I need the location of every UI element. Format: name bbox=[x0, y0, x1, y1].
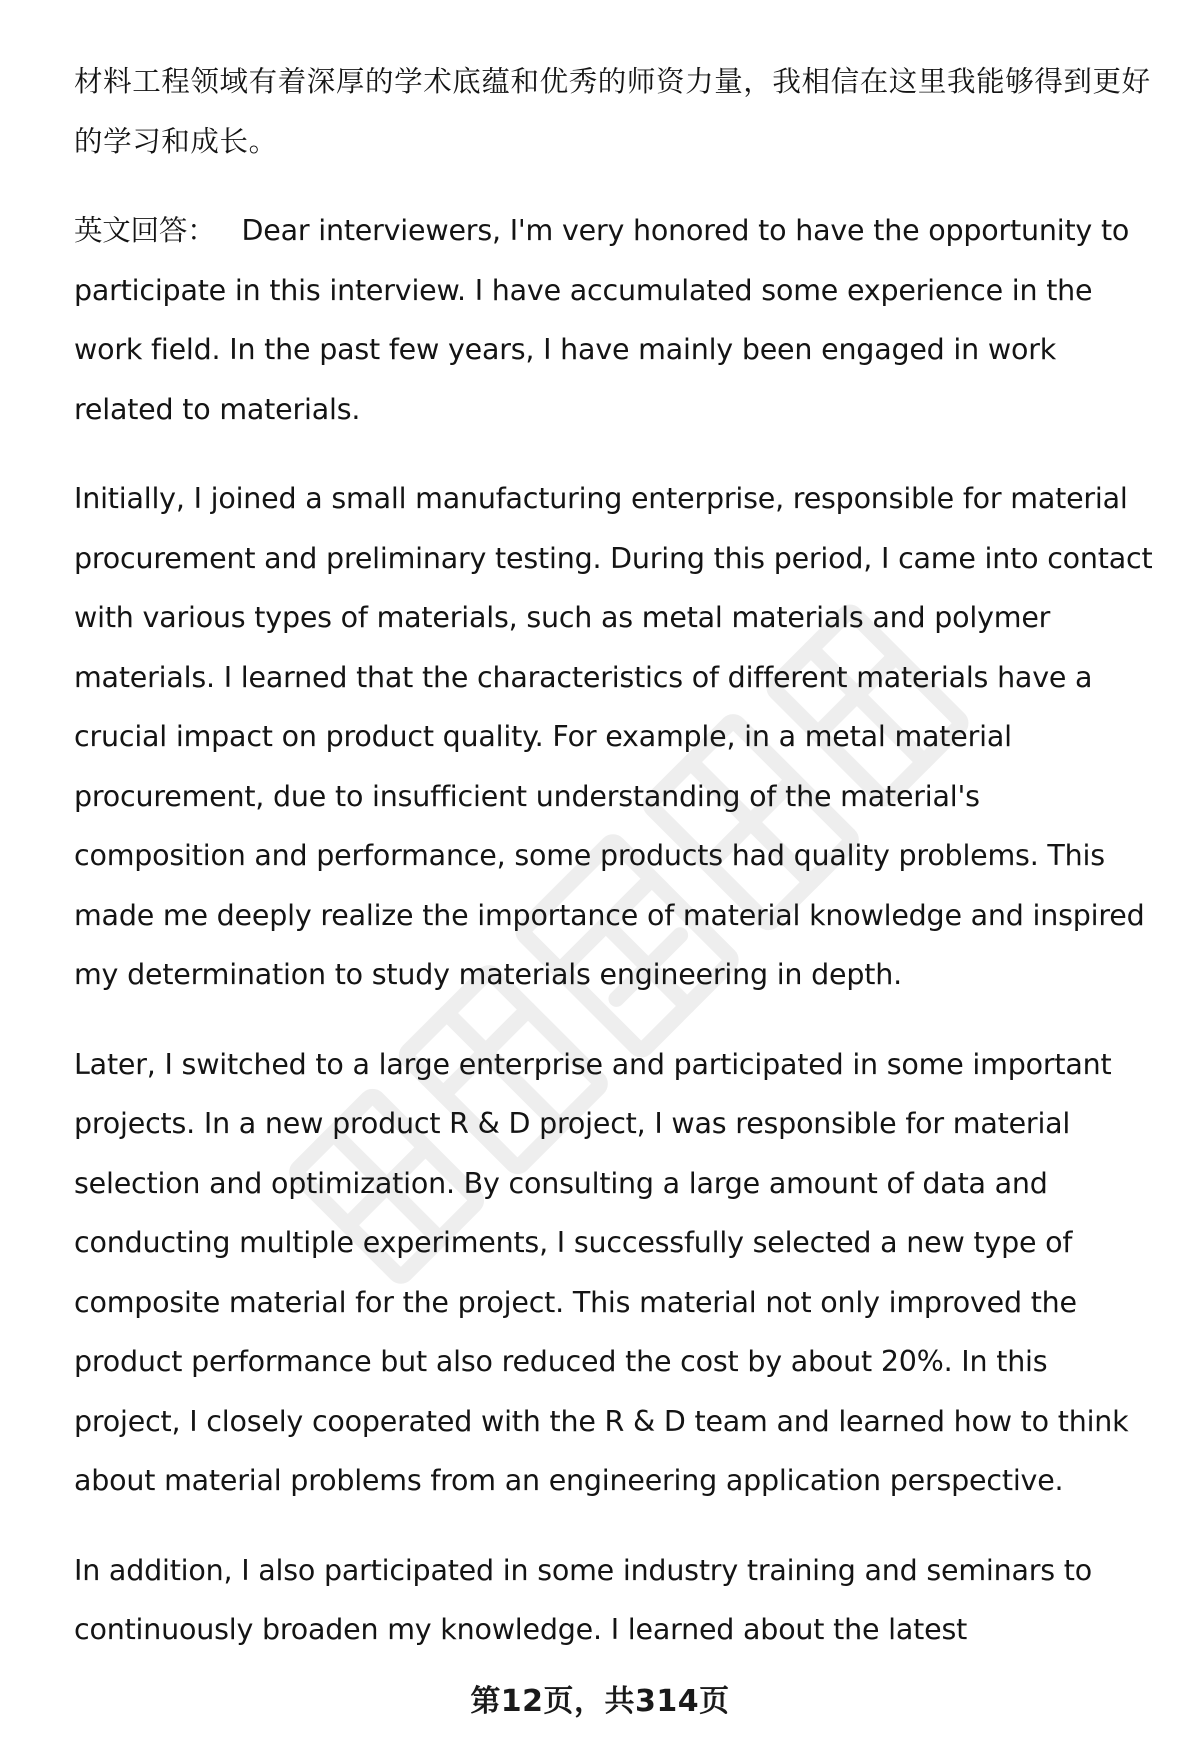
page-number-footer: 第12页，共314页 bbox=[470, 1684, 730, 1719]
paragraph-5-text: In addition, I also participated in some industry training and seminars to continuously broaden my knowledge. I learned about the latest bbox=[74, 1553, 1093, 1646]
paragraph-3 bbox=[74, 469, 1154, 1005]
document-body bbox=[74, 52, 1154, 1690]
paragraph-1-text: 材料工程领域有着深厚的学术底蕴和优秀的师资力量，我相信在这里我能够得到更好的学习和成长。 bbox=[74, 65, 1151, 158]
paragraph-3-text: Initially, I joined a small manufacturing enterprise, responsible for material procurement and preliminary testing. During this period, I came into contact with various types of materials, such as metal materials and polymer materials. I learned that the characteristics of different materials have a crucial impact on product quality. For example, in a metal material procurement, due to insufficient understanding of the material's composition and performance, some products had quality problems. This made me deeply realize the importance of material knowledge and inspired my determination to study materials engineering in depth. bbox=[74, 482, 1153, 991]
paragraph-5 bbox=[74, 1541, 1154, 1660]
paragraph-2-text: Dear interviewers, I'm very honored to have the opportunity to participate in this interview. I have accumulated some experience in the work field. In the past few years, I have mainly been engaged in work related to materials. bbox=[74, 214, 1130, 426]
english-answer-label: 英文回答： bbox=[74, 214, 216, 247]
paragraph-4 bbox=[74, 1035, 1154, 1511]
paragraph-2 bbox=[74, 201, 1154, 439]
paragraph-4-text: Later, I switched to a large enterprise and participated in some important projects. In a new product R & D project, I was responsible for material selection and optimization. By consulting a large amount of data and conducting multiple experiments, I successfully selected a new type of composite material for the project. This material not only improved the product performance but also reduced the cost by about 20%. In this project, I closely cooperated with the R & D team and learned how to think about material problems from an engineering application perspective. bbox=[74, 1047, 1129, 1497]
paragraph-1 bbox=[74, 52, 1154, 171]
